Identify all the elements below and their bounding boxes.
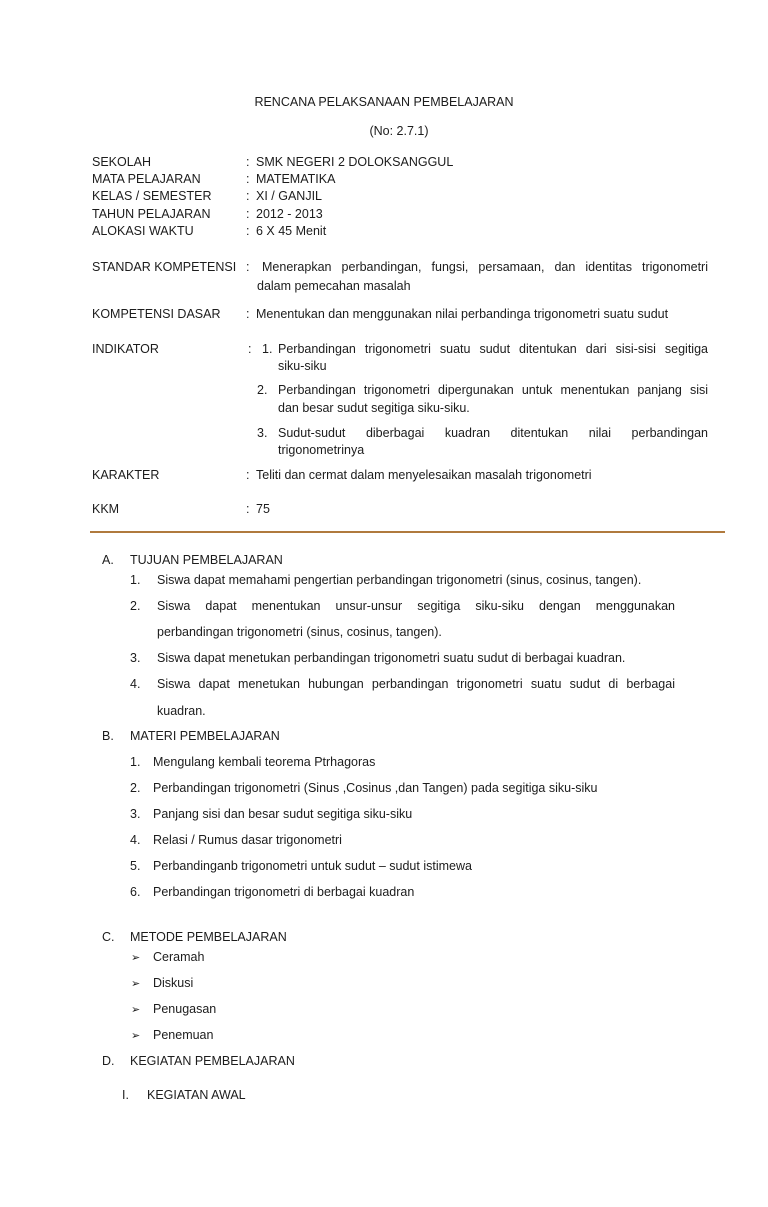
list-number: 3.: [130, 651, 141, 665]
list-number: 1.: [130, 573, 141, 587]
identity-colon: :: [246, 224, 250, 238]
identity-label-sekolah: SEKOLAH: [92, 155, 152, 169]
indikator-item-1-line2: siku-siku: [278, 359, 327, 373]
kompetensi-label: KOMPETENSI DASAR: [92, 307, 221, 321]
indikator-item-1-line1: Perbandingan trigonometri suatu sudut ditentukan dari sisi-sisi segitiga: [278, 342, 708, 356]
kkm-colon: :: [246, 502, 250, 516]
section-b-heading: MATERI PEMBELAJARAN: [130, 729, 280, 743]
identity-value-kelas: XI / GANJIL: [256, 189, 322, 203]
indikator-item-3-line2: trigonometrinya: [278, 443, 365, 457]
materi-item: Mengulang kembali teorema Ptrhagoras: [153, 755, 376, 769]
standar-label: STANDAR KOMPETENSI: [92, 260, 237, 274]
list-number: 2.: [130, 599, 141, 613]
document-number: (No: 2.7.1): [369, 124, 429, 138]
metode-item: Penemuan: [153, 1028, 214, 1042]
karakter-colon: :: [246, 468, 250, 482]
kompetensi-colon: :: [246, 307, 250, 321]
identity-value-alokasi: 6 X 45 Menit: [256, 224, 327, 238]
section-a-heading: TUJUAN PEMBELAJARAN: [130, 553, 283, 567]
identity-label-tahun: TAHUN PELAJARAN: [92, 207, 211, 221]
list-number: 4.: [130, 833, 141, 847]
kkm-value: 75: [256, 502, 270, 516]
indikator-item-3-line1: Sudut-sudut diberbagai kuadran ditentukan nilai perbandingan: [278, 426, 708, 440]
indikator-num: 2.: [257, 383, 268, 397]
identity-value-tahun: 2012 - 2013: [256, 207, 323, 221]
metode-item: Diskusi: [153, 976, 194, 990]
standar-colon: :: [246, 260, 250, 274]
tujuan-item-4-line2: kuadran.: [157, 704, 206, 718]
tujuan-item-2-line1: Siswa dapat menentukan unsur-unsur segitiga siku-siku dengan menggunakan: [157, 599, 675, 613]
arrow-bullet-icon: ➢: [131, 952, 141, 964]
kompetensi-value: Menentukan dan menggunakan nilai perbandinga trigonometri suatu sudut: [256, 307, 669, 321]
list-number: 6.: [130, 885, 141, 899]
arrow-bullet-icon: ➢: [131, 978, 141, 990]
indikator-item-2-line1: Perbandingan trigonometri dipergunakan untuk menentukan panjang sisi: [278, 383, 708, 397]
divider: [90, 531, 725, 533]
materi-item: Perbandingan trigonometri di berbagai kuadran: [153, 885, 415, 899]
standar-line2: dalam pemecahan masalah: [257, 279, 411, 293]
identity-value-sekolah: SMK NEGERI 2 DOLOKSANGGUL: [256, 155, 454, 169]
identity-label-alokasi: ALOKASI WAKTU: [92, 224, 194, 238]
section-d-heading: KEGIATAN PEMBELAJARAN: [130, 1054, 295, 1068]
tujuan-item-3: Siswa dapat menetukan perbandingan trigonometri suatu sudut di berbagai kuadran.: [157, 651, 626, 665]
section-c-heading: METODE PEMBELAJARAN: [130, 930, 287, 944]
section-d-marker: D.: [102, 1054, 115, 1068]
tujuan-item-4-line1: Siswa dapat menetukan hubungan perbandingan trigonometri suatu sudut di berbagai: [157, 677, 675, 691]
subsection-heading: KEGIATAN AWAL: [147, 1088, 246, 1102]
identity-label-kelas: KELAS / SEMESTER: [92, 189, 212, 203]
indikator-num: 3.: [257, 426, 268, 440]
tujuan-item-2-line2: perbandingan trigonometri (sinus, cosinus, tangen).: [157, 625, 442, 639]
arrow-bullet-icon: ➢: [131, 1030, 141, 1042]
karakter-label: KARAKTER: [92, 468, 160, 482]
list-number: 5.: [130, 859, 141, 873]
identity-label-mapel: MATA PELAJARAN: [92, 172, 201, 186]
materi-item: Panjang sisi dan besar sudut segitiga siku-siku: [153, 807, 413, 821]
identity-colon: :: [246, 189, 250, 203]
tujuan-item-1: Siswa dapat memahami pengertian perbandingan trigonometri (sinus, cosinus, tangen).: [157, 573, 642, 587]
indikator-item-2-line2: dan besar sudut segitiga siku-siku.: [278, 401, 470, 415]
indikator-label: INDIKATOR: [92, 342, 159, 356]
karakter-value: Teliti dan cermat dalam menyelesaikan masalah trigonometri: [256, 468, 592, 482]
materi-item: Relasi / Rumus dasar trigonometri: [153, 833, 342, 847]
document-title: RENCANA PELAKSANAAN PEMBELAJARAN: [254, 95, 514, 109]
standar-line1: Menerapkan perbandingan, fungsi, persamaan, dan identitas trigonometri: [262, 260, 708, 274]
materi-item: Perbandingan trigonometri (Sinus ,Cosinus ,dan Tangen) pada segitiga siku-siku: [153, 781, 598, 795]
indikator-colon: :: [248, 342, 252, 356]
identity-value-mapel: MATEMATIKA: [256, 172, 336, 186]
section-b-marker: B.: [102, 729, 114, 743]
list-number: 2.: [130, 781, 141, 795]
metode-item: Ceramah: [153, 950, 205, 964]
identity-colon: :: [246, 172, 250, 186]
list-number: 4.: [130, 677, 141, 691]
indikator-num: 1.: [262, 342, 273, 356]
metode-item: Penugasan: [153, 1002, 217, 1016]
identity-colon: :: [246, 155, 250, 169]
identity-colon: :: [246, 207, 250, 221]
list-number: 3.: [130, 807, 141, 821]
arrow-bullet-icon: ➢: [131, 1004, 141, 1016]
materi-item: Perbandinganb trigonometri untuk sudut – sudut istimewa: [153, 859, 472, 873]
subsection-marker: I.: [122, 1088, 129, 1102]
section-a-marker: A.: [102, 553, 114, 567]
section-c-marker: C.: [102, 930, 115, 944]
list-number: 1.: [130, 755, 141, 769]
kkm-label: KKM: [92, 502, 120, 516]
